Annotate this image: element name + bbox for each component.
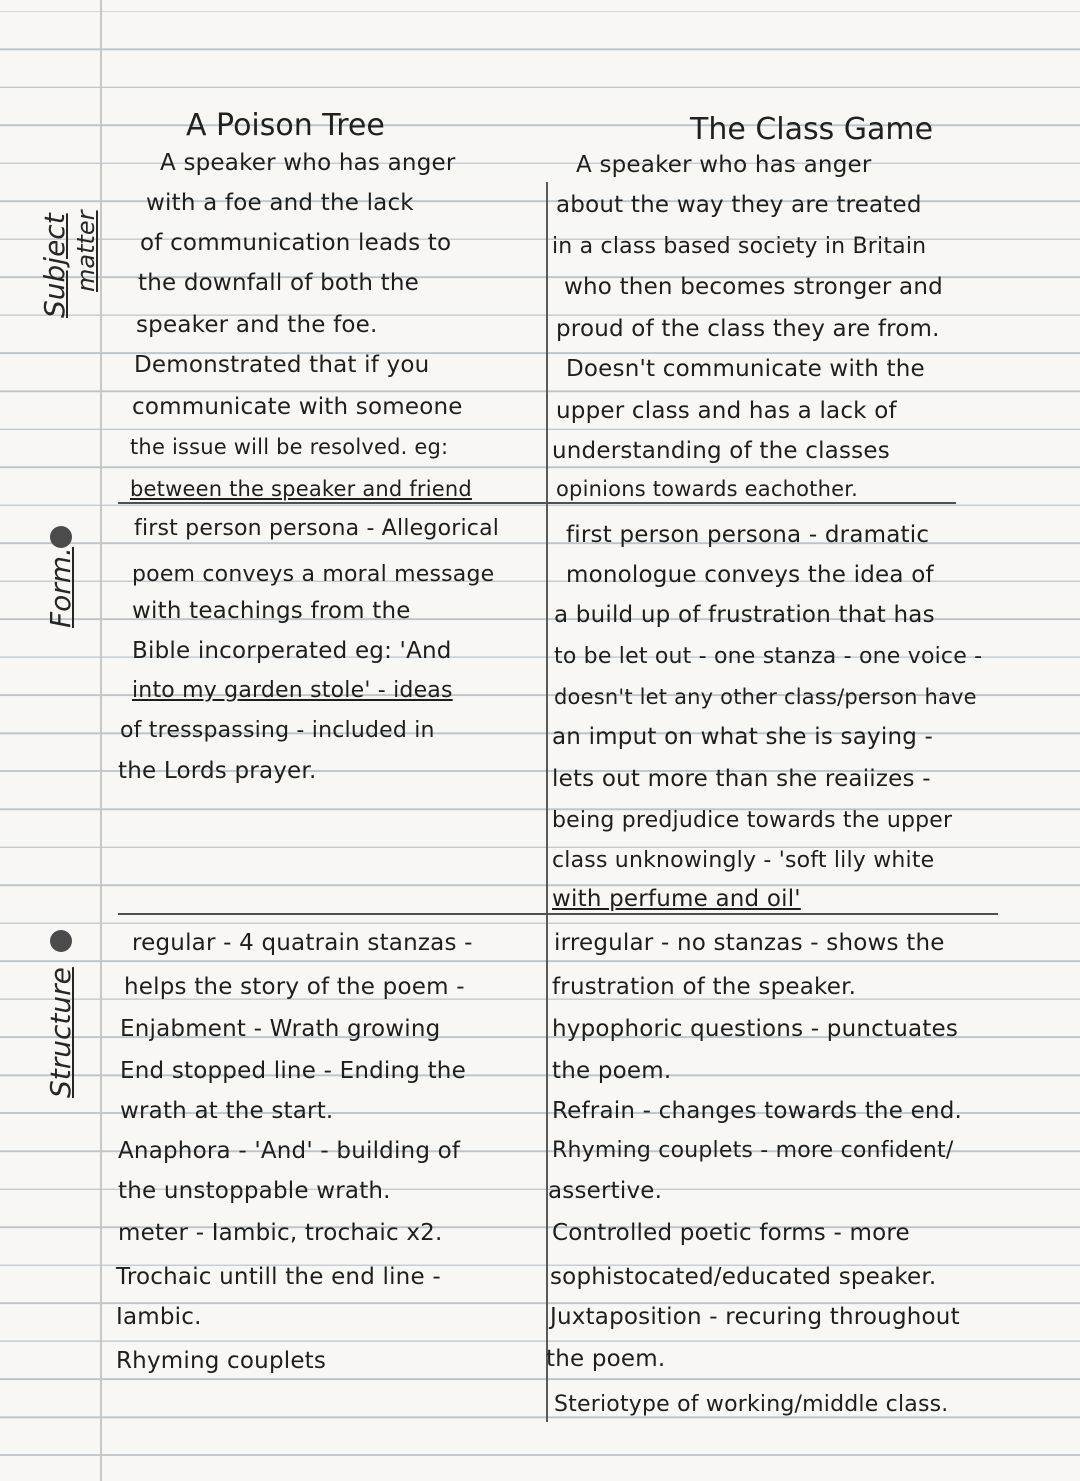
text-line: understanding of the classes <box>552 438 890 464</box>
text-line: a build up of frustration that has <box>554 602 935 628</box>
bullet-dot-structure <box>50 930 72 952</box>
text-line: frustration of the speaker. <box>552 974 857 1000</box>
text-line: being predjudice towards the upper <box>552 808 953 833</box>
text-line: communicate with someone <box>132 394 463 420</box>
text-line: to be let out - one stanza - one voice - <box>554 644 983 669</box>
text-line: upper class and has a lack of <box>556 398 897 424</box>
text-line: of tresspassing - included in <box>120 718 435 743</box>
text-line: helps the story of the poem - <box>124 974 465 1000</box>
side-label-subject: Subject <box>38 213 71 318</box>
text-line: A speaker who has anger <box>160 150 456 176</box>
text-line: class unknowingly - 'soft lily white <box>552 848 935 873</box>
poem-title-left: A Poison Tree <box>186 108 385 143</box>
text-line: Iambic. <box>116 1304 202 1330</box>
text-line: Doesn't communicate with the <box>566 356 925 382</box>
text-line: Refrain - changes towards the end. <box>552 1098 963 1124</box>
text-line: an imput on what she is saying - <box>552 724 934 750</box>
text-line: regular - 4 quatrain stanzas - <box>132 930 473 956</box>
text-line: of communication leads to <box>140 230 452 256</box>
text-line: Rhyming couplets <box>116 1348 327 1374</box>
text-line: Juxtaposition - recuring throughout <box>550 1304 960 1330</box>
text-line: who then becomes stronger and <box>564 274 943 300</box>
text-line: with perfume and oil' <box>552 886 801 912</box>
text-line: with teachings from the <box>132 598 411 624</box>
side-label-matter: matter <box>72 210 100 292</box>
text-line: Bible incorperated eg: 'And <box>132 638 452 664</box>
text-line: the downfall of both the <box>138 270 420 296</box>
text-line: into my garden stole' - ideas <box>132 678 453 703</box>
text-line: first person persona - Allegorical <box>134 516 500 541</box>
text-line: wrath at the start. <box>120 1098 334 1124</box>
side-label-form: Form. <box>44 547 77 628</box>
margin-line <box>100 0 102 1481</box>
bullet-dot-form <box>50 526 72 548</box>
text-line: Demonstrated that if you <box>134 352 430 378</box>
text-line: between the speaker and friend <box>130 477 472 501</box>
text-line: A speaker who has anger <box>576 152 872 178</box>
text-line: sophistocated/educated speaker. <box>550 1264 937 1290</box>
text-line: meter - Iambic, trochaic x2. <box>118 1220 443 1246</box>
text-line: in a class based society in Britain <box>552 234 927 259</box>
poem-title-right: The Class Game <box>690 112 934 147</box>
text-line: the poem. <box>546 1346 666 1372</box>
text-line: first person persona - dramatic <box>566 522 930 548</box>
column-divider <box>546 182 548 1422</box>
text-line: doesn't let any other class/person have <box>554 685 977 709</box>
text-line: speaker and the foe. <box>136 312 378 338</box>
text-line: the poem. <box>552 1058 672 1084</box>
text-line: Trochaic untill the end line - <box>116 1264 441 1290</box>
text-line: irregular - no stanzas - shows the <box>554 930 945 956</box>
text-line: the Lords prayer. <box>118 758 317 784</box>
text-line: Anaphora - 'And' - building of <box>118 1138 461 1164</box>
text-line: assertive. <box>548 1178 663 1204</box>
text-line: opinions towards eachother. <box>556 477 859 501</box>
text-line: with a foe and the lack <box>146 190 414 216</box>
text-line: Steriotype of working/middle class. <box>554 1392 949 1417</box>
text-line: the unstoppable wrath. <box>118 1178 391 1204</box>
text-line: poem conveys a moral message <box>132 562 495 587</box>
text-line: about the way they are treated <box>556 192 922 218</box>
text-line: hypophoric questions - punctuates <box>552 1016 959 1042</box>
text-line: monologue conveys the idea of <box>566 562 934 588</box>
text-line: End stopped line - Ending the <box>120 1058 466 1084</box>
text-line: the issue will be resolved. eg: <box>130 435 449 459</box>
text-line: lets out more than she reaiizes - <box>552 766 931 792</box>
text-line: Rhyming couplets - more confident/ <box>552 1138 954 1163</box>
text-line: proud of the class they are from. <box>556 316 940 342</box>
text-line: Enjabment - Wrath growing <box>120 1016 441 1042</box>
text-line: Controlled poetic forms - more <box>552 1220 910 1246</box>
side-label-structure: Structure <box>44 967 77 1098</box>
